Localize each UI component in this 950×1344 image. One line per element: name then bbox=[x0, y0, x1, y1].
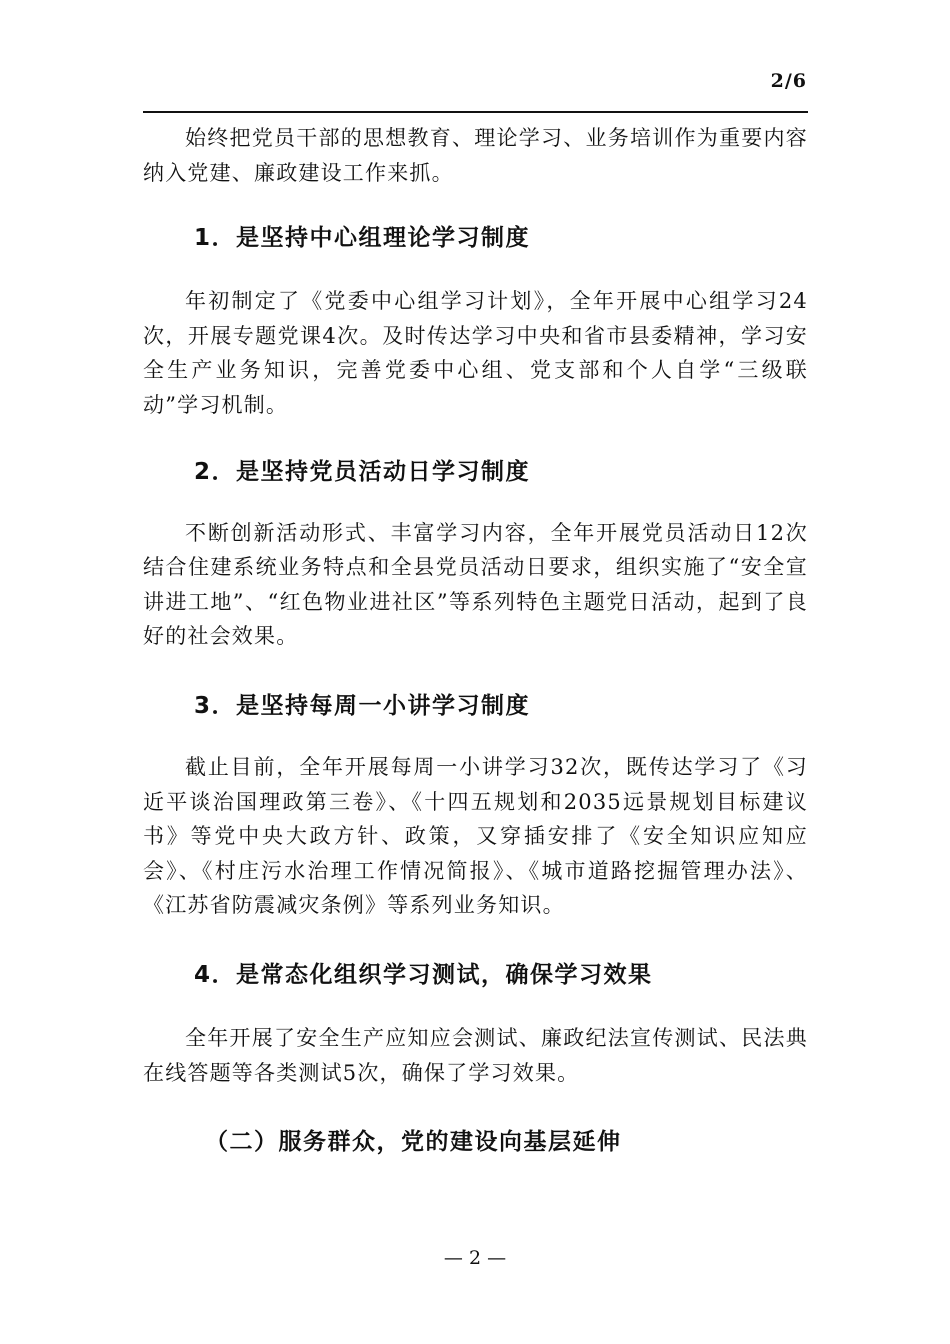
heading-3: 3．是坚持每周一小讲学习制度 bbox=[194, 692, 531, 719]
header-rule bbox=[143, 111, 808, 113]
paragraph-1: 年初制定了《党委中心组学习计划》，全年开展中心组学习24次，开展专题党课4次。及时传达学习中央和省市县委精神，学习安全生产业务知识，完善党委中心组、党支部和个人自学“三级联动”学习机制。 bbox=[143, 289, 808, 417]
paragraph-2: 不断创新活动形式、丰富学习内容，全年开展党员活动日12次结合住建系统业务特点和全县党员活动日要求，组织实施了“安全宣讲进工地”、“红色物业进社区”等系列特色主题党日活动，起到了良好的社会效果。 bbox=[143, 520, 808, 649]
paragraph-intro: 始终把党员干部的思想教育、理论学习、业务培训作为重要内容纳入党建、廉政建设工作来抓。 bbox=[143, 126, 808, 185]
document-body bbox=[143, 121, 808, 1156]
page-number-footer: — 2 — bbox=[443, 1247, 507, 1269]
heading-4: 4．是常态化组织学习测试，确保学习效果 bbox=[194, 961, 653, 988]
heading-1: 1．是坚持中心组理论学习制度 bbox=[194, 225, 531, 252]
page-indicator: 2/6 bbox=[770, 70, 807, 92]
paragraph-3: 截止目前，全年开展每周一小讲学习32次，既传达学习了《习近平谈治国理政第三卷》、《十四五规划和2035远景规划目标建议书》等党中央大政方针、政策，又穿插安排了《安全知识应知应会》、《村庄污水治理工作情况简报》、《城市道路挖掘管理办法》、《江苏省防震减灾条例》等系列业务知识。 bbox=[143, 754, 808, 918]
heading-section-2: （二）服务群众，党的建设向基层延伸 bbox=[205, 1129, 622, 1156]
heading-2: 2．是坚持党员活动日学习制度 bbox=[194, 458, 531, 485]
paragraph-4: 全年开展了安全生产应知应会测试、廉政纪法宣传测试、民法典在线答题等各类测试5次，确保了学习效果。 bbox=[143, 1025, 808, 1085]
